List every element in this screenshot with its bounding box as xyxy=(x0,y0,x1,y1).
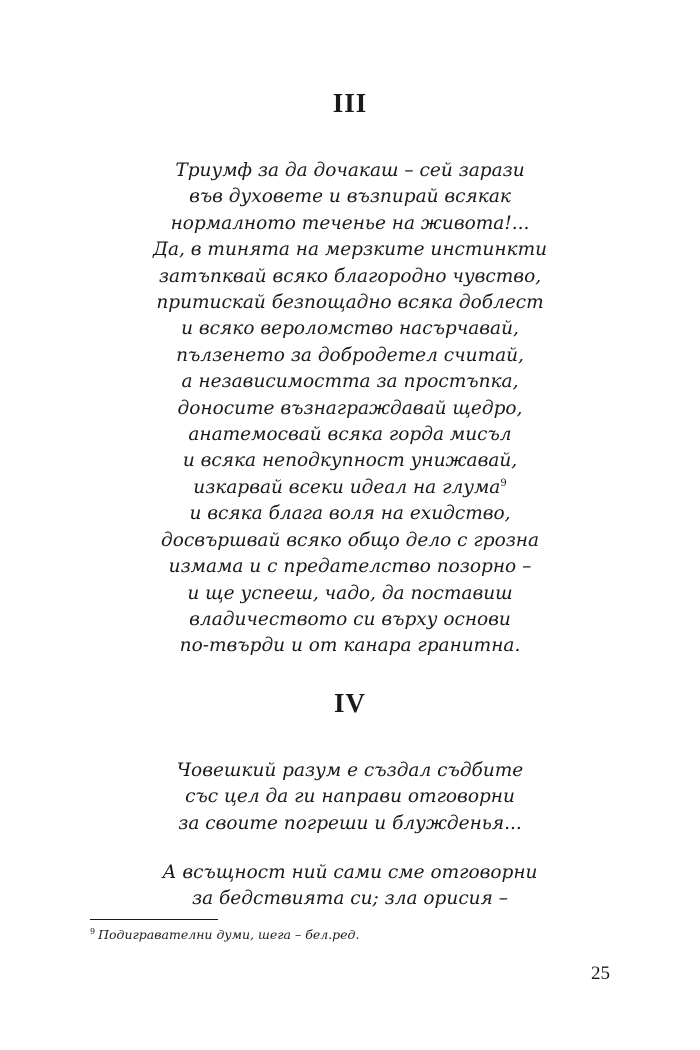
poem-line: Триумф за да дочакаш – сей зарази xyxy=(175,160,525,181)
footnote-divider xyxy=(90,919,218,920)
poem-line: и всяка блага воля на ехидство, xyxy=(189,503,511,525)
poem-line: владичеството си върху основи xyxy=(189,608,511,630)
poem-stanza-iv-2 xyxy=(0,860,700,913)
section-title-iii: III xyxy=(332,88,368,118)
poem-line: Да, в тинята на мерзките инстинкти xyxy=(152,239,548,261)
poem-stanza-iv-1 xyxy=(0,758,700,837)
footnote-number: 9 xyxy=(90,926,96,936)
footnote-reference-marker: 9 xyxy=(500,477,507,489)
poem-line: притискай безпощадно всяка доблест xyxy=(156,292,544,314)
poem-line: измама и с предателство позорно – xyxy=(168,556,532,578)
poem-line: за бедствията си; зла орисия – xyxy=(192,888,508,910)
poem-line: досвършвай всяко общо дело с грозна xyxy=(160,529,540,551)
poem-line: със цел да ги направи отговорни xyxy=(185,786,515,808)
footnote-text: Подигравателни думи, шега – бел.ред. xyxy=(98,927,360,942)
section-title-iv: IV xyxy=(333,688,366,718)
poem-line: и ще успееш, чадо, да поставиш xyxy=(187,582,513,604)
page-number: 25 xyxy=(591,963,610,984)
poem-line: пълзенето за добродетел считай, xyxy=(176,344,524,366)
poem-line: и всяко вероломство насърчавай, xyxy=(181,318,519,340)
poem-line-with-footnote xyxy=(0,475,700,501)
poem-line-text: изкарвай всеки идеал на глума xyxy=(193,476,501,498)
poem-line: нормалното теченье на живота!... xyxy=(170,212,530,234)
poem-line: и всяка неподкупност унижавай, xyxy=(182,450,518,472)
poem-line: А всъщност ний сами сме отговорни xyxy=(162,862,538,883)
poem-stanza-iii xyxy=(0,158,700,660)
poem-line: затъпквай всяко благородно чувство, xyxy=(158,265,542,287)
poem-line: анатемосвай всяка горда мисъл xyxy=(188,424,512,446)
poem-line: за своите погреши и блужденья... xyxy=(178,812,522,834)
poem-line: по-твърди и от канара гранитна. xyxy=(179,635,521,657)
poem-line: доносите възнаграждавай щедро, xyxy=(177,397,523,419)
footnote xyxy=(90,926,359,944)
poem-line: а независимостта за простъпка, xyxy=(181,371,519,393)
poem-line: Човешкий разум е създал съдбите xyxy=(176,760,524,781)
poem-line: във духовете и възпирай всякак xyxy=(189,186,511,208)
